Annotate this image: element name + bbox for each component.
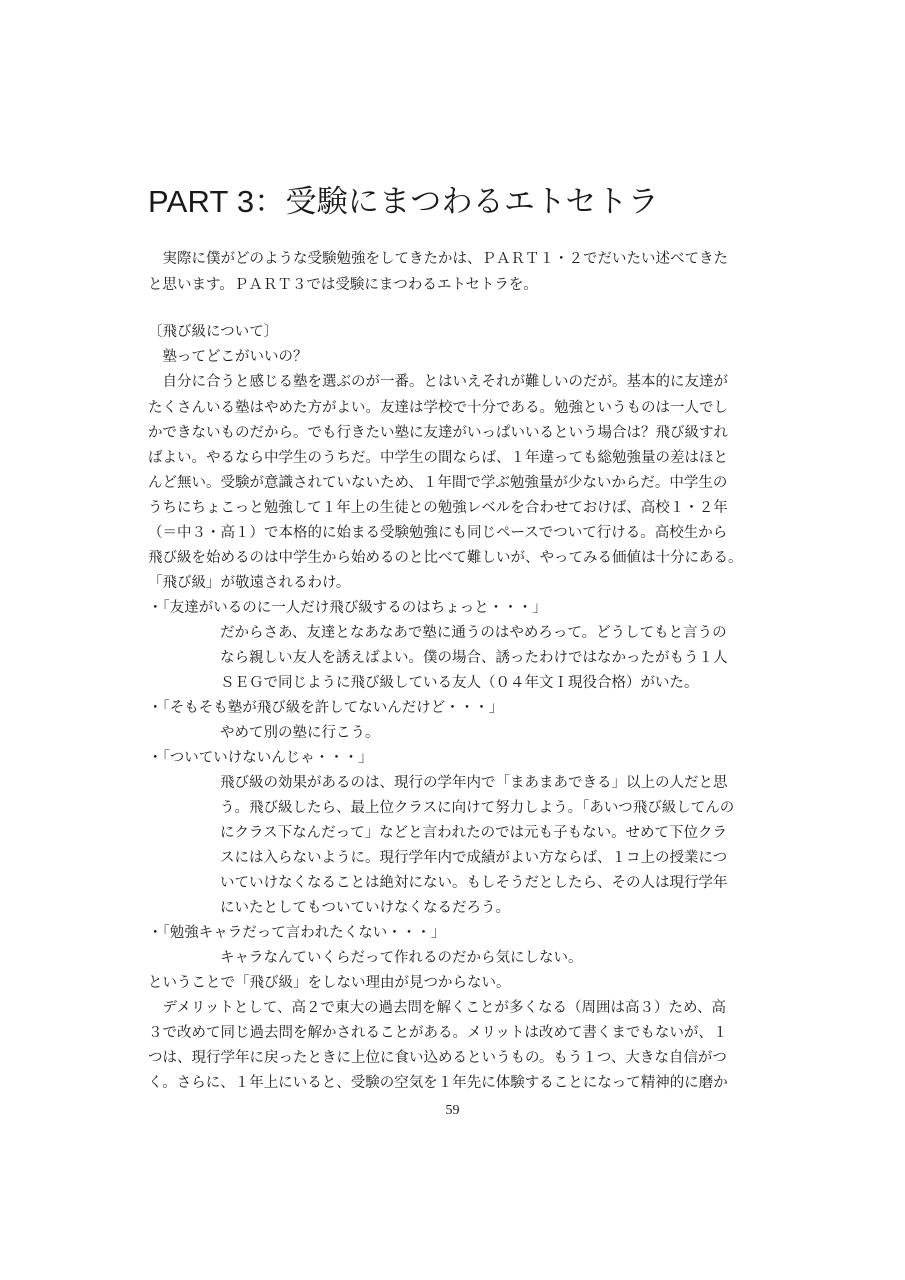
bullet-line: やめて別の塾に行こう。 <box>220 725 380 741</box>
bullet-label: ・「ついていけないんじゃ・・・」 <box>148 750 373 766</box>
bullet-line: スには入らないように。現行学年内で成績がよい方ならば、１コ上の授業につ <box>220 850 728 866</box>
paragraph-line: たくさんいる塾はやめた方がよい。友達は学校で十分である。勉強というものは一人でし <box>148 400 728 416</box>
bullet-label: ・「勉強キャラだって言われたくない・・・」 <box>148 925 446 941</box>
bullet-label: ・「友達がいるのに一人だけ飛び級するのはちょっと・・・」 <box>148 600 547 616</box>
paragraph-line: 飛び級を始めるのは中学生から始めるのと比べて難しいが、やってみる価値は十分にある。 <box>148 550 743 566</box>
bullet-line: にクラス下なんだって」などと言われたのでは元も子もない。せめて下位クラ <box>220 825 728 841</box>
paragraph-line: かできないものだから。でも行きたい塾に友達がいっぱいいるという場合は？飛び級すれ <box>148 425 728 441</box>
bullet-line: う。飛び級したら、最上位クラスに向けて努力しよう。「あいつ飛び級してんの <box>220 800 735 816</box>
page-title: PART 3：受験にまつわるエトセトラ <box>148 184 659 219</box>
bullet-line: なら親しい友人を誘えばよい。僕の場合、誘ったわけではなかったがもう１人 <box>220 650 728 666</box>
paragraph-line: つは、現行学年に戻ったときに上位に食い込めるというもの。もう１つ、大きな自信がつ <box>148 1050 727 1066</box>
paragraph-line: 自分に合うと感じる塾を選ぶのが一番。とはいえそれが難しいのだが。基本的に友達が <box>148 374 728 390</box>
intro-line: 実際に僕がどのような受験勉強をしてきたかは、ＰＡＲＴ１・２でだいたい述べてきた <box>148 251 728 267</box>
bullet-line: ＳＥＧで同じように飛び級している友人（０４年文Ｉ現役合格）がいた。 <box>220 675 699 691</box>
paragraph-line: （＝中３・高１）で本格的に始まる受験勉強にも同じペースでついて行ける。高校生から <box>148 525 728 541</box>
bullet-label: ・「そもそも塾が飛び級を許してないんだけど・・・」 <box>148 700 504 716</box>
paragraph-line: うちにちょこっと勉強して１年上の生徒との勉強レベルを合わせておけば、高校１・２年 <box>148 500 728 516</box>
bullet-line: いていけなくなることは絶対にない。もしそうだとしたら、その人は現行学年 <box>220 875 728 891</box>
paragraph-line: ３で改めて同じ過去問を解かされることがある。メリットは改めて書くまでもないが、１ <box>148 1025 728 1041</box>
paragraph-line: く。さらに、１年上にいると、受験の空気を１年先に体験することになって精神的に磨か <box>148 1075 728 1091</box>
question: 塾ってどこがいいの？ <box>148 349 308 365</box>
bullet-line: 飛び級の効果があるのは、現行の学年内で「まあまあできる」以上の人だと思 <box>220 775 728 791</box>
paragraph-line: 「飛び級」が敬遠されるわけ。 <box>148 575 351 591</box>
paragraph-line: デメリットとして、高２で東大の過去問を解くことが多くなる（周囲は高３）ため、高 <box>148 1000 726 1016</box>
paragraph-line: ばよい。やるなら中学生のうちだ。中学生の間ならば、１年違っても総勉強量の差はほと <box>148 450 728 466</box>
page-number: 59 <box>445 1103 460 1118</box>
intro-line: と思います。ＰＡＲＴ３では受験にまつわるエトセトラを。 <box>148 277 538 293</box>
bullet-line: キャラなんていくらだって作れるのだから気にしない。 <box>220 950 583 966</box>
bullet-line: にいたとしてもついていけなくなるだろう。 <box>220 900 510 916</box>
conclusion: ということで「飛び級」をしない理由が見つからない。 <box>148 975 511 991</box>
bullet-line: だからさあ、友達となあなあで塾に通うのはやめろって。どうしてもと言うの <box>220 625 727 641</box>
paragraph-line: んど無い。受験が意識されていないため、１年間で学ぶ勉強量が少ないからだ。中学生の <box>148 475 728 491</box>
section-heading: 〔飛び級について〕 <box>148 324 279 340</box>
